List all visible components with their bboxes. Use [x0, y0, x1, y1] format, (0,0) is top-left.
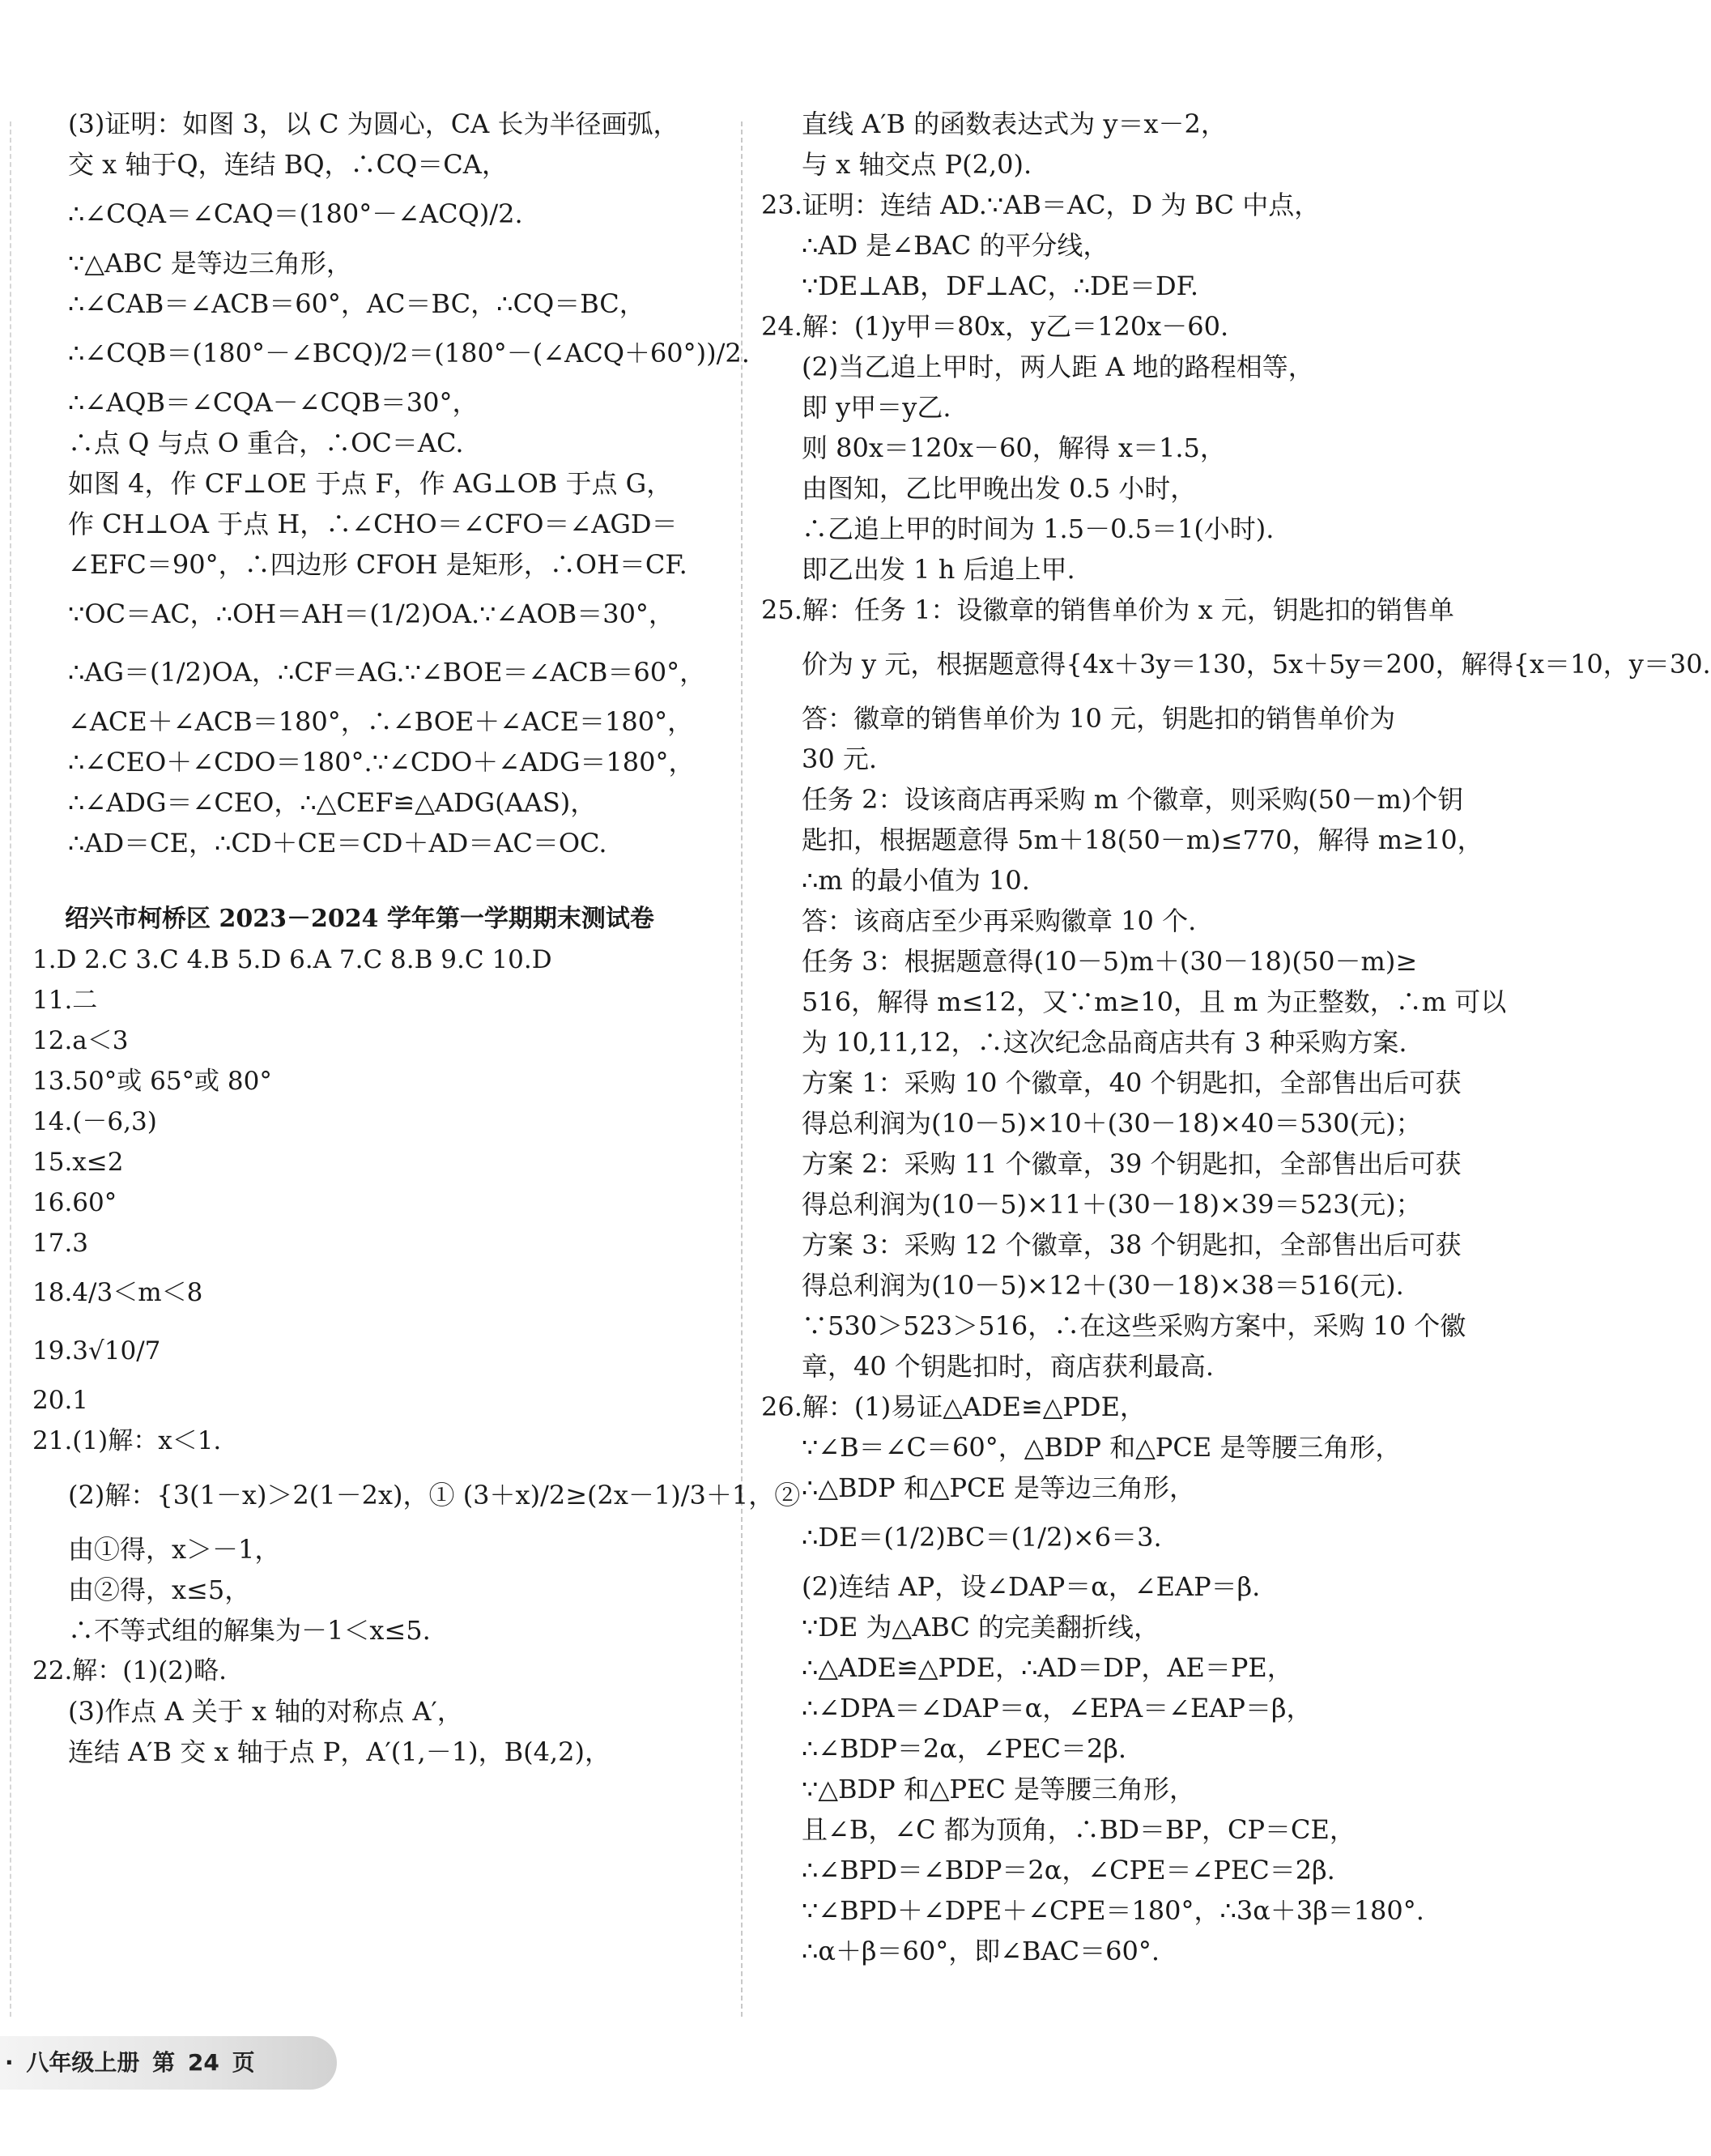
text-line: 匙扣，根据题意得 5m＋18(50－m)≤770，解得 m≥10， — [802, 824, 1483, 855]
text-line: 为 10,11,12，∴这次纪念品商店共有 3 种采购方案. — [802, 1027, 1407, 1058]
text-line: ∵DE 为△ABC 的完美翻折线， — [802, 1612, 1160, 1643]
text-line: ∵△BDP 和△PEC 是等腰三角形， — [802, 1774, 1196, 1804]
text-line: ∴∠CQA＝∠CAQ＝(180°－∠ACQ)/2. — [68, 198, 523, 229]
text-line: 得总利润为(10－5)×11＋(30－18)×39＝523(元)； — [802, 1189, 1422, 1220]
text-line: 价为 y 元，根据题意得{4x＋3y＝130，5x＋5y＝200，解得{x＝10，y＝30. — [802, 649, 1711, 680]
text-line: 与 x 轴交点 P(2,0). — [802, 149, 1032, 180]
text-line: ∴△ADE≌△PDE，∴AD＝DP，AE＝PE， — [802, 1652, 1293, 1683]
fill-answer: 19.3√10/7 — [32, 1336, 161, 1366]
text-line: ∠ACE＋∠ACB＝180°，∴∠BOE＋∠ACE＝180°， — [68, 706, 694, 737]
text-line: 方案 3：采购 12 个徽章，38 个钥匙扣，全部售出后可获 — [802, 1229, 1462, 1260]
text-line: ∴∠BDP＝2α，∠PEC＝2β. — [802, 1733, 1127, 1764]
text-line: 即 y甲＝y乙. — [802, 392, 951, 423]
section-title: 绍兴市柯桥区 2023－2024 学年第一学期期末测试卷 — [65, 905, 654, 933]
text-line: 得总利润为(10－5)×10＋(30－18)×40＝530(元)； — [802, 1108, 1422, 1139]
text-line: (2)当乙追上甲时，两人距 A 地的路程相等， — [802, 352, 1314, 382]
fill-answer: 20.1 — [32, 1386, 89, 1415]
text-line: ∵∠B＝∠C＝60°，△BDP 和△PCE 是等腰三角形， — [802, 1432, 1402, 1463]
text-line: ∠EFC＝90°，∴四边形 CFOH 是矩形，∴OH＝CF. — [68, 549, 687, 580]
q21-line: 由①得，x＞－1， — [68, 1534, 281, 1565]
text-line: ∴∠CAB＝∠ACB＝60°，AC＝BC，∴CQ＝BC， — [68, 288, 645, 319]
text-line: 交 x 轴于Q，连结 BQ，∴CQ＝CA， — [68, 149, 508, 180]
text-line: ∴∠BPD＝∠BDP＝2α，∠CPE＝∠PEC＝2β. — [802, 1855, 1335, 1885]
choice-answers: 1.D 2.C 3.C 4.B 5.D 6.A 7.C 8.B 9.C 10.D — [32, 945, 552, 974]
q21-line: 由②得，x≤5， — [68, 1574, 251, 1605]
q21-system: (2)解：{3(1－x)＞2(1－2x)，① (3＋x)/2≥(2x－1)/3＋1，② — [68, 1480, 801, 1510]
text-line: ∴∠DPA＝∠DAP＝α，∠EPA＝∠EAP＝β， — [802, 1693, 1313, 1724]
text-line: ∴AD 是∠BAC 的平分线， — [802, 230, 1109, 261]
column-divider — [741, 121, 743, 2017]
text-line: ∴∠CEO＋∠CDO＝180°.∵∠CDO＋∠ADG＝180°， — [68, 747, 695, 778]
q22-line: 连结 A′B 交 x 轴于点 P，A′(1,－1)，B(4,2)， — [68, 1736, 611, 1767]
text-line: 24.解：(1)y甲＝80x，y乙＝120x－60. — [761, 311, 1229, 342]
footer-dot: · — [5, 2049, 14, 2076]
footer-page-prefix: 第 — [152, 2049, 176, 2076]
text-line: ∵△ABC 是等边三角形， — [68, 248, 352, 279]
text-line: ∴∠ADG＝∠CEO，∴△CEF≌△ADG(AAS)， — [68, 787, 597, 818]
footer-page-suffix: 页 — [232, 2049, 255, 2076]
text-line: 30 元. — [802, 744, 878, 774]
text-line: 由图知，乙比甲晚出发 0.5 小时， — [802, 473, 1197, 504]
fill-answer: 11.二 — [32, 986, 98, 1015]
text-line: 作 CH⊥OA 于点 H，∴∠CHO＝∠CFO＝∠AGD＝ — [68, 509, 678, 539]
q21-line: 21.(1)解：x＜1. — [32, 1426, 222, 1455]
text-line: 答：徽章的销售单价为 10 元，钥匙扣的销售单价为 — [802, 703, 1396, 734]
left-margin-rule — [10, 121, 11, 2017]
text-line: ∵OC＝AC，∴OH＝AH＝(1/2)OA.∵∠AOB＝30°， — [68, 599, 675, 629]
text-line: ∴DE＝(1/2)BC＝(1/2)×6＝3. — [802, 1522, 1162, 1553]
text-line: ∴m 的最小值为 10. — [802, 865, 1030, 896]
text-line: 25.解：任务 1：设徽章的销售单价为 x 元，钥匙扣的销售单 — [761, 594, 1454, 625]
left-column — [32, 104, 801, 1772]
fill-answer: 15.x≤2 — [32, 1148, 124, 1177]
fill-answer: 16.60° — [32, 1188, 117, 1217]
text-line: ∵DE⊥AB，DF⊥AC，∴DE＝DF. — [802, 271, 1199, 301]
fill-answer: 13.50°或 65°或 80° — [32, 1067, 272, 1096]
text-line: 答：该商店至少再采购徽章 10 个. — [802, 905, 1197, 936]
text-line: 方案 1：采购 10 个徽章，40 个钥匙扣，全部售出后可获 — [802, 1067, 1462, 1098]
text-line: 任务 3：根据题意得(10－5)m＋(30－18)(50－m)≥ — [802, 946, 1418, 977]
text-line: ∴∠CQB＝(180°－∠BCQ)/2＝(180°－(∠ACQ＋60°))/2. — [68, 338, 750, 369]
text-line: 方案 2：采购 11 个徽章，39 个钥匙扣，全部售出后可获 — [802, 1148, 1462, 1179]
page-footer — [0, 2036, 337, 2090]
text-line: 则 80x＝120x－60，解得 x＝1.5， — [802, 432, 1226, 463]
fill-answer: 18.4/3＜m＜8 — [32, 1278, 203, 1307]
text-line: ∴AG＝(1/2)OA，∴CF＝AG.∵∠BOE＝∠ACB＝60°， — [68, 657, 706, 688]
text-line: 516，解得 m≤12，又∵m≥10，且 m 为正整数，∴m 可以 — [802, 986, 1507, 1017]
text-line: 23.证明：连结 AD.∵AB＝AC，D 为 BC 中点， — [761, 190, 1321, 220]
text-line: ∴∠AQB＝∠CQA－∠CQB＝30°， — [68, 387, 479, 418]
footer-grade: 八年级上册 — [26, 2049, 140, 2076]
text-line: (3)证明：如图 3，以 C 为圆心，CA 长为半径画弧， — [68, 109, 679, 139]
text-line: 26.解：(1)易证△ADE≌△PDE， — [761, 1391, 1146, 1422]
q22-line: (3)作点 A 关于 x 轴的对称点 A′， — [68, 1696, 463, 1727]
right-column — [761, 104, 1711, 1971]
fill-answer: 12.a＜3 — [32, 1026, 129, 1055]
text-line: ∴△BDP 和△PCE 是等边三角形， — [802, 1472, 1196, 1503]
text-line: 章，40 个钥匙扣时，商店获利最高. — [802, 1351, 1215, 1382]
text-line: 即乙出发 1 h 后追上甲. — [802, 554, 1075, 585]
footer-page-number: 24 — [187, 2049, 219, 2076]
q22-line: 22.解：(1)(2)略. — [32, 1656, 227, 1685]
text-line: ∴AD＝CE，∴CD＋CE＝CD＋AD＝AC＝OC. — [68, 828, 607, 859]
text-line: ∴点 Q 与点 O 重合，∴OC＝AC. — [68, 428, 464, 458]
text-line: 且∠B，∠C 都为顶角，∴BD＝BP，CP＝CE， — [802, 1814, 1356, 1845]
text-line: 任务 2：设该商店再采购 m 个徽章，则采购(50－m)个钥 — [802, 784, 1464, 815]
text-line: ∵530＞523＞516，∴在这些采购方案中，采购 10 个徽 — [802, 1310, 1466, 1341]
text-line: ∴α＋β＝60°，即∠BAC＝60°. — [802, 1936, 1160, 1966]
q21-line: ∴不等式组的解集为－1＜x≤5. — [68, 1615, 431, 1646]
text-line: (2)连结 AP，设∠DAP＝α，∠EAP＝β. — [802, 1571, 1261, 1602]
fill-answer: 14.(－6,3) — [32, 1107, 157, 1136]
text-line: 如图 4，作 CF⊥OE 于点 F，作 AG⊥OB 于点 G， — [68, 468, 673, 499]
text-line: ∵∠BPD＋∠DPE＋∠CPE＝180°，∴3α＋3β＝180°. — [802, 1895, 1424, 1926]
text-line: 直线 A′B 的函数表达式为 y＝x－2， — [802, 109, 1227, 139]
fill-answer: 17.3 — [32, 1229, 89, 1258]
text-line: ∴乙追上甲的时间为 1.5－0.5＝1(小时). — [802, 513, 1275, 544]
text-line: 得总利润为(10－5)×12＋(30－18)×38＝516(元). — [802, 1270, 1404, 1301]
